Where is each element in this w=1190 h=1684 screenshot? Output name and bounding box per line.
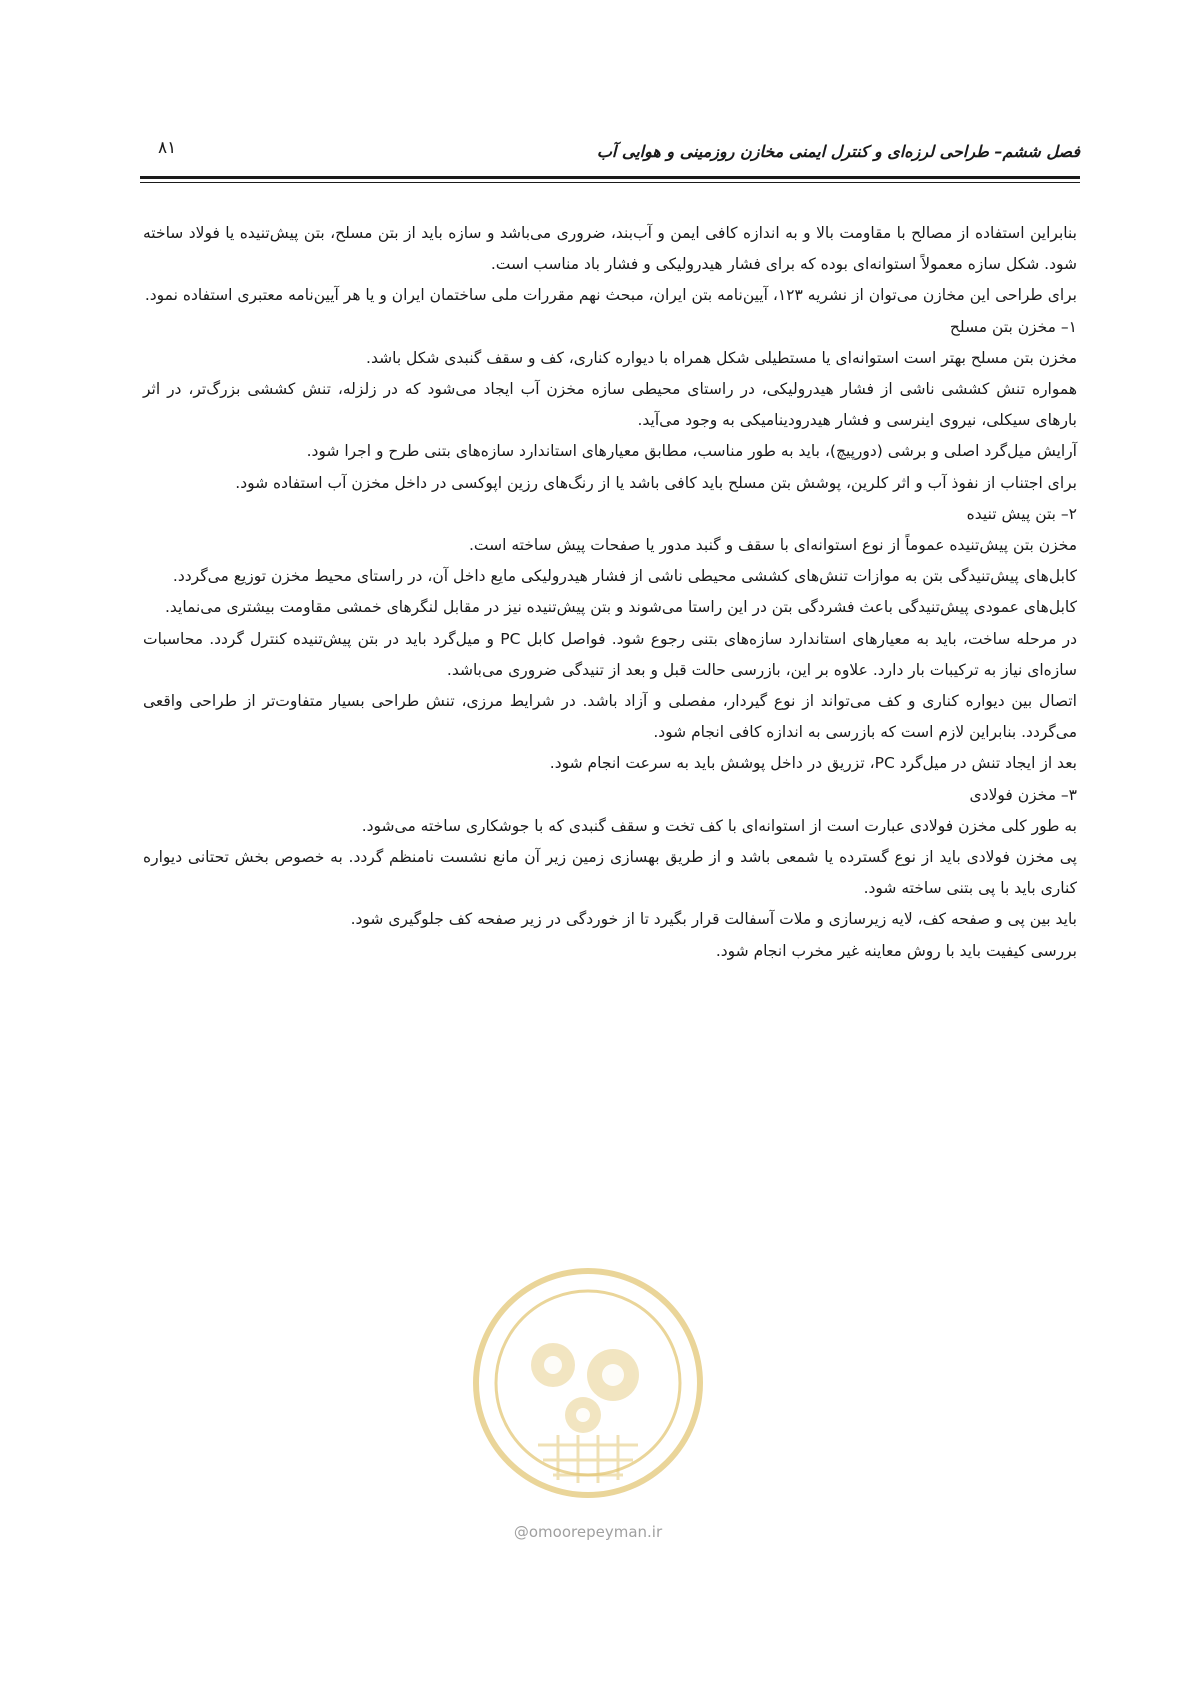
section3-paragraph-2: پی مخزن فولادی باید از نوع گسترده یا شمعی باشد و از طریق بهسازی زمین زیر آن مانع نشست نامنظم گردد. به خصوص بخش تحتانی دیواره کناری باید با پی بتنی ساخته شود. bbox=[143, 848, 1077, 898]
watermark-url: @omoorepeyman.ir bbox=[513, 1523, 663, 1541]
section2-paragraph-5: اتصال بین دیواره کناری و کف می‌تواند از نوع گیردار، مفصلی و آزاد باشد. در شرایط مرزی، تنش طراحی بسیار متفاوت‌تر از طراحی واقعی می‌گردد. بنابراین لازم است که بازرسی به اندازه کافی انجام شود. bbox=[143, 692, 1077, 742]
section2-paragraph-6: بعد از ایجاد تنش در میل‌گرد PC، تزریق در داخل پوشش باید به سرعت انجام شود. bbox=[549, 754, 1077, 773]
intro-paragraph-1: بنابراین استفاده از مصالح با مقاومت بالا و به اندازه کافی ایمن و آب‌بند، ضروری می‌باشد و سازه باید از بتن مسلح، بتن پیش‌تنیده یا فولاد ساخته شود. شکل سازه معمولاً استوانه‌ای بوده که برای فشار هیدرولیکی و فشار باد مناسب است. bbox=[143, 224, 1077, 274]
section-heading-steel-tank: ۳– مخزن فولادی bbox=[969, 785, 1077, 804]
chapter-title: فصل ششم– طراحی لرزه‌ای و کنترل ایمنی مخازن روزمینی و هوایی آب bbox=[596, 142, 1080, 161]
section3-paragraph-3: باید بین پی و صفحه کف، لایه زیرسازی و ملات آسفالت قرار بگیرد تا از خوردگی در زیر صفحه کف جلوگیری شود. bbox=[350, 910, 1077, 929]
page-header bbox=[140, 130, 1080, 172]
section1-paragraph-3: آرایش میل‌گرد اصلی و برشی (دورپیچ)، باید به طور مناسب، مطابق معیارهای استاندارد سازه‌های بتنی طرح و اجرا شود. bbox=[306, 442, 1077, 461]
section2-paragraph-4: در مرحله ساخت، باید به معیارهای استاندارد سازه‌های بتنی رجوع شود. فواصل کابل PC و میل‌گرد باید در بتن پیش‌تنیده کنترل گردد. محاسبات سازه‌ای نیاز به ترکیبات بار دارد. علاوه بر این، بازرسی حالت قبل و بعد از تنیدگی ضروری می‌باشد. bbox=[143, 629, 1077, 679]
section2-paragraph-1: مخزن بتن پیش‌تنیده عموماً از نوع استوانه‌ای با سقف و گنبد مدور یا صفحات پیش ساخته است. bbox=[469, 536, 1077, 555]
watermark-logo bbox=[463, 1255, 713, 1555]
intro-paragraph-2: برای طراحی این مخازن می‌توان از نشریه ۱۲۳، آیین‌نامه بتن ایران، مبحث نهم مقررات ملی ساختمان ایران و یا هر آیین‌نامه معتبری استفاده نمود. bbox=[144, 286, 1077, 305]
section3-paragraph-4: بررسی کیفیت باید با روش معاینه غیر مخرب انجام شود. bbox=[715, 941, 1077, 960]
header-rule-thin bbox=[140, 182, 1080, 183]
page-number: ۸۱ bbox=[158, 138, 177, 158]
section1-paragraph-4: برای اجتناب از نفوذ آب و اثر کلرین، پوشش بتن مسلح باید کافی باشد یا از رنگ‌های رزین اپوکسی در داخل مخزن آب استفاده شود. bbox=[235, 473, 1077, 492]
section3-paragraph-1: به طور کلی مخزن فولادی عبارت است از استوانه‌ای با کف تخت و سقف گنبدی که با جوشکاری ساخته می‌شود. bbox=[361, 816, 1077, 835]
section2-paragraph-2: کابل‌های پیش‌تنیدگی بتن به موازات تنش‌های کششی محیطی ناشی از فشار هیدرولیکی مایع داخل آن، در راستای محیط مخزن توزیع می‌گردد. bbox=[172, 567, 1077, 586]
section-heading-prestressed-concrete: ۲– بتن پیش تنیده bbox=[966, 504, 1077, 523]
header-rule-thick bbox=[140, 176, 1080, 179]
section1-paragraph-1: مخزن بتن مسلح بهتر است استوانه‌ای یا مستطیلی شکل همراه با دیواره کناری، کف و سقف گنبدی شکل باشد. bbox=[366, 348, 1077, 367]
section1-paragraph-2: همواره تنش کششی ناشی از فشار هیدرولیکی، در راستای محیطی سازه مخزن آب ایجاد می‌شود که در زلزله، تنش کششی بزرگ‌تر، در اثر بارهای سیکلی، نیروی اینرسی و فشار هیدرودینامیکی به وجود می‌آید. bbox=[143, 380, 1077, 430]
watermark-emblem-icon bbox=[463, 1255, 713, 1515]
section-heading-reinforced-concrete: ۱– مخزن بتن مسلح bbox=[949, 317, 1077, 336]
section2-paragraph-3: کابل‌های عمودی پیش‌تنیدگی باعث فشردگی بتن در این راستا می‌شوند و بتن پیش‌تنیده نیز در مقابل لنگرهای خمشی مقاومت بیشتری می‌نماید. bbox=[164, 598, 1077, 617]
page-body bbox=[143, 218, 1077, 967]
